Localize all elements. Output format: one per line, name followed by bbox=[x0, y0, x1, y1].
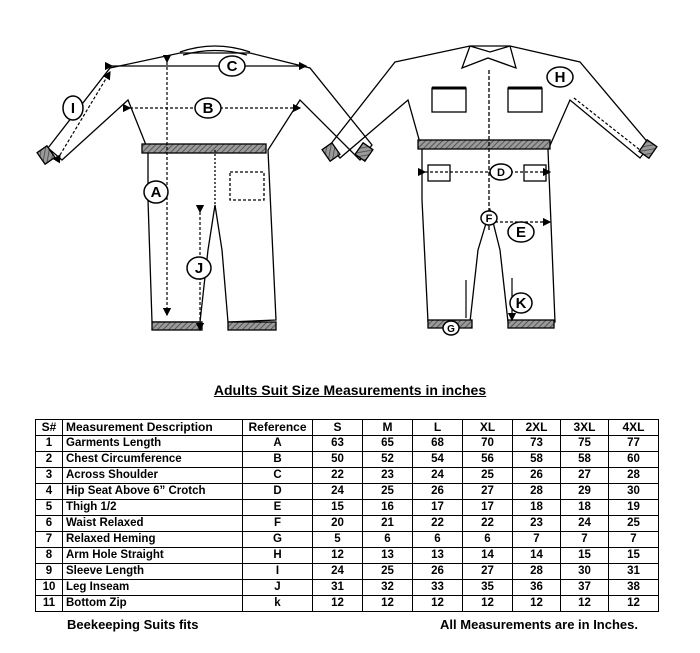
table-cell: 6 bbox=[413, 532, 463, 548]
table-cell: 22 bbox=[413, 516, 463, 532]
table-cell: 12 bbox=[609, 596, 659, 612]
footer-note-left: Beekeeping Suits fits bbox=[67, 617, 199, 632]
svg-text:C: C bbox=[226, 58, 238, 75]
table-cell: 31 bbox=[609, 564, 659, 580]
callout-k bbox=[510, 293, 532, 313]
table-cell: G bbox=[243, 532, 313, 548]
callout-b bbox=[195, 98, 221, 118]
table-cell: 14 bbox=[463, 548, 513, 564]
table-cell: 7 bbox=[609, 532, 659, 548]
table-cell: F bbox=[243, 516, 313, 532]
table-cell: 58 bbox=[513, 452, 561, 468]
table-row bbox=[36, 596, 659, 612]
callout-e bbox=[508, 222, 534, 242]
table-cell: Arm Hole Straight bbox=[63, 548, 243, 564]
table-cell: 32 bbox=[363, 580, 413, 596]
table-cell: 28 bbox=[513, 564, 561, 580]
size-measurement-table bbox=[35, 419, 659, 612]
table-row bbox=[36, 500, 659, 516]
table-cell: 12 bbox=[513, 596, 561, 612]
table-cell: 17 bbox=[463, 500, 513, 516]
table-cell: 2 bbox=[36, 452, 63, 468]
table-cell: 12 bbox=[561, 596, 609, 612]
callout-a bbox=[144, 181, 168, 203]
table-cell: 17 bbox=[413, 500, 463, 516]
svg-text:I: I bbox=[70, 100, 76, 117]
table-cell: 15 bbox=[609, 548, 659, 564]
table-cell: Chest Circumference bbox=[63, 452, 243, 468]
table-cell: 5 bbox=[36, 500, 63, 516]
table-cell: 6 bbox=[463, 532, 513, 548]
footer-note-right: All Measurements are in Inches. bbox=[440, 617, 638, 632]
header-cell: 4XL bbox=[609, 420, 659, 436]
header-cell: 3XL bbox=[561, 420, 609, 436]
table-cell: 18 bbox=[513, 500, 561, 516]
table-cell: 26 bbox=[413, 564, 463, 580]
table-cell: 22 bbox=[463, 516, 513, 532]
table-cell: E bbox=[243, 500, 313, 516]
table-cell: 13 bbox=[363, 548, 413, 564]
table-cell: Sleeve Length bbox=[63, 564, 243, 580]
header-cell: 2XL bbox=[513, 420, 561, 436]
table-row bbox=[36, 436, 659, 452]
table-header-row bbox=[36, 420, 659, 436]
table-cell: 7 bbox=[513, 532, 561, 548]
table-cell: 8 bbox=[36, 548, 63, 564]
table-cell: 24 bbox=[413, 468, 463, 484]
header-cell: Measurement Description bbox=[63, 420, 243, 436]
table-cell: D bbox=[243, 484, 313, 500]
table-row bbox=[36, 468, 659, 484]
table-body bbox=[36, 436, 659, 612]
table-cell: 25 bbox=[363, 484, 413, 500]
header-cell: S# bbox=[36, 420, 63, 436]
header-cell: M bbox=[363, 420, 413, 436]
table-cell: H bbox=[243, 548, 313, 564]
table-cell: 65 bbox=[363, 436, 413, 452]
table-cell: A bbox=[243, 436, 313, 452]
svg-text:H: H bbox=[554, 69, 566, 86]
svg-text:E: E bbox=[515, 224, 527, 241]
callout-f bbox=[481, 211, 497, 225]
table-cell: Leg Inseam bbox=[63, 580, 243, 596]
back-suit-figure bbox=[322, 46, 657, 328]
table-cell: 4 bbox=[36, 484, 63, 500]
table-row bbox=[36, 532, 659, 548]
table-cell: 11 bbox=[36, 596, 63, 612]
table-cell: 25 bbox=[363, 564, 413, 580]
callout-h bbox=[547, 67, 573, 87]
table-cell: Waist Relaxed bbox=[63, 516, 243, 532]
table-cell: 75 bbox=[561, 436, 609, 452]
table-cell: 26 bbox=[413, 484, 463, 500]
svg-text:A: A bbox=[150, 184, 162, 201]
table-cell: Bottom Zip bbox=[63, 596, 243, 612]
table-cell: 31 bbox=[313, 580, 363, 596]
svg-text:K: K bbox=[515, 295, 527, 312]
table-row bbox=[36, 580, 659, 596]
table-cell: 12 bbox=[313, 548, 363, 564]
table-cell: 5 bbox=[313, 532, 363, 548]
table-cell: 50 bbox=[313, 452, 363, 468]
header-cell: S bbox=[313, 420, 363, 436]
table-cell: 56 bbox=[463, 452, 513, 468]
callout-j bbox=[187, 257, 211, 279]
svg-text:F: F bbox=[485, 213, 493, 225]
table-cell: 60 bbox=[609, 452, 659, 468]
table-cell: 70 bbox=[463, 436, 513, 452]
table-cell: I bbox=[243, 564, 313, 580]
table-cell: 10 bbox=[36, 580, 63, 596]
table-cell: Garments Length bbox=[63, 436, 243, 452]
table-cell: 28 bbox=[609, 468, 659, 484]
svg-text:B: B bbox=[202, 100, 214, 117]
table-cell: 25 bbox=[463, 468, 513, 484]
table-cell: 26 bbox=[513, 468, 561, 484]
table-cell: 16 bbox=[363, 500, 413, 516]
table-cell: 54 bbox=[413, 452, 463, 468]
table-cell: 13 bbox=[413, 548, 463, 564]
svg-text:D: D bbox=[497, 167, 505, 179]
table-cell: 27 bbox=[463, 564, 513, 580]
table-cell: 6 bbox=[36, 516, 63, 532]
table-cell: 7 bbox=[561, 532, 609, 548]
table-cell: 33 bbox=[413, 580, 463, 596]
table-row bbox=[36, 564, 659, 580]
table-cell: 27 bbox=[561, 468, 609, 484]
table-cell: 27 bbox=[463, 484, 513, 500]
table-cell: 21 bbox=[363, 516, 413, 532]
table-cell: 24 bbox=[561, 516, 609, 532]
table-row bbox=[36, 452, 659, 468]
header-cell: L bbox=[413, 420, 463, 436]
table-cell: 58 bbox=[561, 452, 609, 468]
table-cell: 1 bbox=[36, 436, 63, 452]
table-cell: 35 bbox=[463, 580, 513, 596]
table-cell: J bbox=[243, 580, 313, 596]
table-cell: 15 bbox=[561, 548, 609, 564]
svg-text:G: G bbox=[447, 324, 455, 335]
table-cell: Across Shoulder bbox=[63, 468, 243, 484]
table-cell: 19 bbox=[609, 500, 659, 516]
table-cell: 14 bbox=[513, 548, 561, 564]
table-cell: 12 bbox=[363, 596, 413, 612]
table-cell: 22 bbox=[313, 468, 363, 484]
callout-c bbox=[219, 56, 245, 76]
table-row bbox=[36, 516, 659, 532]
table-cell: 37 bbox=[561, 580, 609, 596]
table-cell: 18 bbox=[561, 500, 609, 516]
table-cell: 30 bbox=[561, 564, 609, 580]
front-suit-figure bbox=[37, 46, 373, 330]
table-cell: 3 bbox=[36, 468, 63, 484]
table-cell: 28 bbox=[513, 484, 561, 500]
table-cell: 25 bbox=[609, 516, 659, 532]
table-row bbox=[36, 548, 659, 564]
table-cell: 9 bbox=[36, 564, 63, 580]
table-cell: 68 bbox=[413, 436, 463, 452]
front-measurement-lines bbox=[60, 62, 306, 330]
table-cell: B bbox=[243, 452, 313, 468]
table-cell: 63 bbox=[313, 436, 363, 452]
table-cell: 36 bbox=[513, 580, 561, 596]
table-cell: C bbox=[243, 468, 313, 484]
table-cell: 15 bbox=[313, 500, 363, 516]
table-cell: 7 bbox=[36, 532, 63, 548]
table-cell: 77 bbox=[609, 436, 659, 452]
table-cell: 23 bbox=[363, 468, 413, 484]
svg-text:J: J bbox=[194, 260, 204, 277]
callout-d bbox=[490, 164, 512, 180]
table-cell: 52 bbox=[363, 452, 413, 468]
table-cell: Hip Seat Above 6” Crotch bbox=[63, 484, 243, 500]
table-cell: 12 bbox=[413, 596, 463, 612]
table-cell: k bbox=[243, 596, 313, 612]
table-cell: 29 bbox=[561, 484, 609, 500]
table-cell: 12 bbox=[313, 596, 363, 612]
table-cell: 38 bbox=[609, 580, 659, 596]
header-cell: Reference bbox=[243, 420, 313, 436]
callout-g bbox=[443, 321, 459, 335]
table-cell: 23 bbox=[513, 516, 561, 532]
header-cell: XL bbox=[463, 420, 513, 436]
table-cell: 30 bbox=[609, 484, 659, 500]
table-cell: 20 bbox=[313, 516, 363, 532]
table-title: Adults Suit Size Measurements in inches bbox=[213, 382, 487, 398]
table-cell: 12 bbox=[463, 596, 513, 612]
table-cell: 6 bbox=[363, 532, 413, 548]
table-cell: Thigh 1/2 bbox=[63, 500, 243, 516]
callout-i bbox=[63, 96, 83, 120]
table-cell: 24 bbox=[313, 484, 363, 500]
table-cell: 24 bbox=[313, 564, 363, 580]
table-cell: 73 bbox=[513, 436, 561, 452]
table-row bbox=[36, 484, 659, 500]
table-cell: Relaxed Heming bbox=[63, 532, 243, 548]
